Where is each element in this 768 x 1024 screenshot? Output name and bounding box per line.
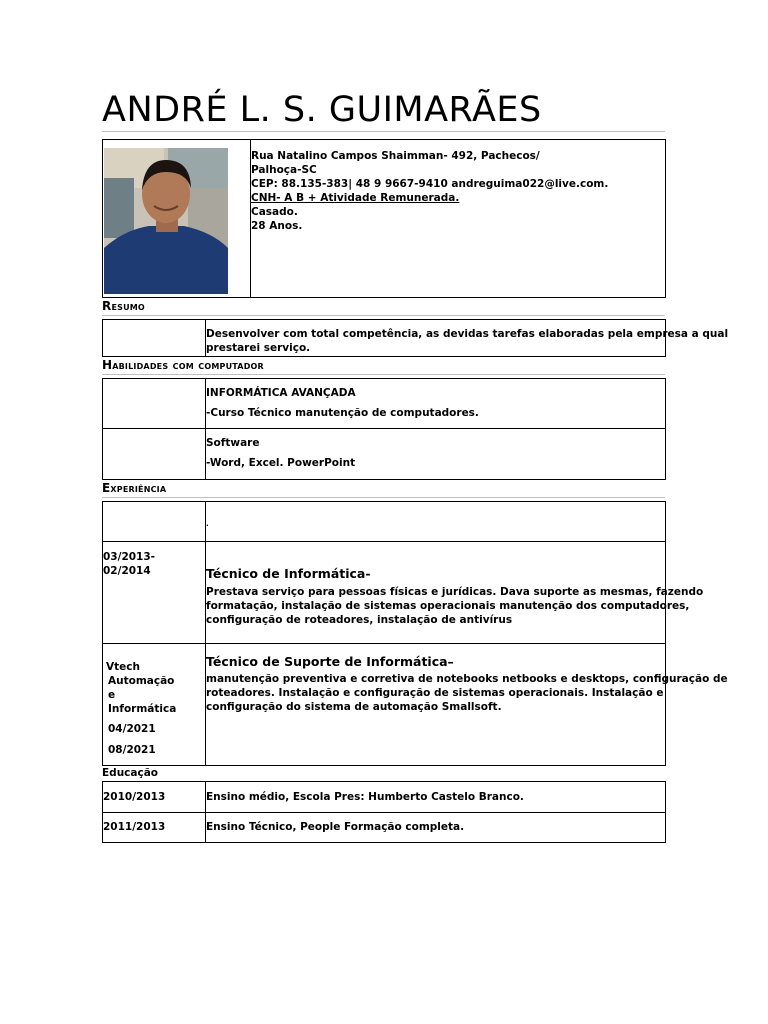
experiencia-divider [102, 497, 665, 498]
contact-cnh: CNH- A B + Atividade Remunerada. [251, 192, 460, 204]
job1-desc-3: configuração de roteadores, instalação de antivírus [206, 614, 513, 626]
educacao-text-1: Ensino médio, Escola Pres: Humberto Castelo Branco. [206, 791, 524, 803]
educacao-year-2: 2011/2013 [103, 821, 166, 833]
skill-title-software: Software [206, 437, 260, 449]
job2-title: Técnico de Suporte de Informática– [206, 654, 454, 669]
job1-title: Técnico de Informática- [206, 566, 371, 581]
educacao-text-2: Ensino Técnico, People Formação completa. [206, 821, 465, 833]
job1-dates-end: 02/2014 [103, 565, 151, 577]
job2-company-3: e [108, 689, 116, 701]
contact-age: 28 Anos. [251, 220, 303, 232]
job2-desc-1: manutenção preventiva e corretiva de notebooks netbooks e desktops, configuração de [206, 673, 728, 685]
resumo-text-1: Desenvolver com total competência, as devidas tarefas elaboradas pela empresa a qual [206, 328, 729, 340]
contact-city: Palhoça-SC [251, 164, 317, 176]
contact-cep-phone-email: CEP: 88.135-383| 48 9 9667-9410 andreguima022@live.com. [251, 178, 609, 190]
experiencia-row-divider-1 [102, 541, 666, 542]
resumo-text-2: prestarei serviço. [206, 342, 311, 354]
contact-civil-status: Casado. [251, 206, 298, 218]
job2-date-end: 08/2021 [108, 744, 156, 756]
job2-company-4: Informática [108, 703, 177, 715]
job2-company-1: Vtech [106, 661, 140, 673]
section-educacao-heading: Educação [102, 767, 158, 779]
resume-name: ANDRÉ L. S. GUIMARÃES [102, 90, 542, 130]
job1-dates-start: 03/2013- [103, 551, 156, 563]
job2-desc-2: roteadores. Instalação e configuração de sistemas operacionais. Instalação e [206, 687, 664, 699]
job1-desc-1: Prestava serviço para pessoas físicas e jurídicas. Dava suporte as mesmas, fazendo [206, 586, 704, 598]
name-divider [102, 131, 665, 132]
section-resumo-heading: Resumo [102, 299, 145, 313]
profile-photo [104, 148, 228, 294]
job2-company-2: Automação [108, 675, 175, 687]
habilidades-box [102, 378, 666, 480]
job1-desc-2: formatação, instalação de sistemas operacionais manutenção dos computadores, [206, 600, 690, 612]
job2-date-start: 04/2021 [108, 723, 156, 735]
experiencia-row-divider-2 [102, 643, 666, 644]
resumo-divider [102, 315, 665, 316]
skill-title-informatica: INFORMÁTICA AVANÇADA [206, 387, 356, 399]
job2-desc-3: configuração do sistema de automação Smallsoft. [206, 701, 502, 713]
skill-text-software: -Word, Excel. PowerPoint [206, 457, 356, 469]
habilidades-row-divider [102, 428, 666, 429]
section-experiencia-heading: Experiência [102, 481, 167, 495]
habilidades-divider [102, 374, 665, 375]
educacao-year-1: 2010/2013 [103, 791, 166, 803]
educacao-row-divider [102, 812, 666, 813]
section-habilidades-heading: Habilidades com computador [102, 358, 264, 372]
experiencia-empty-dot: . [206, 520, 209, 528]
contact-address: Rua Natalino Campos Shaimman- 492, Pachecos/ [251, 150, 540, 162]
skill-text-informatica: -Curso Técnico manutenção de computadores. [206, 407, 479, 419]
